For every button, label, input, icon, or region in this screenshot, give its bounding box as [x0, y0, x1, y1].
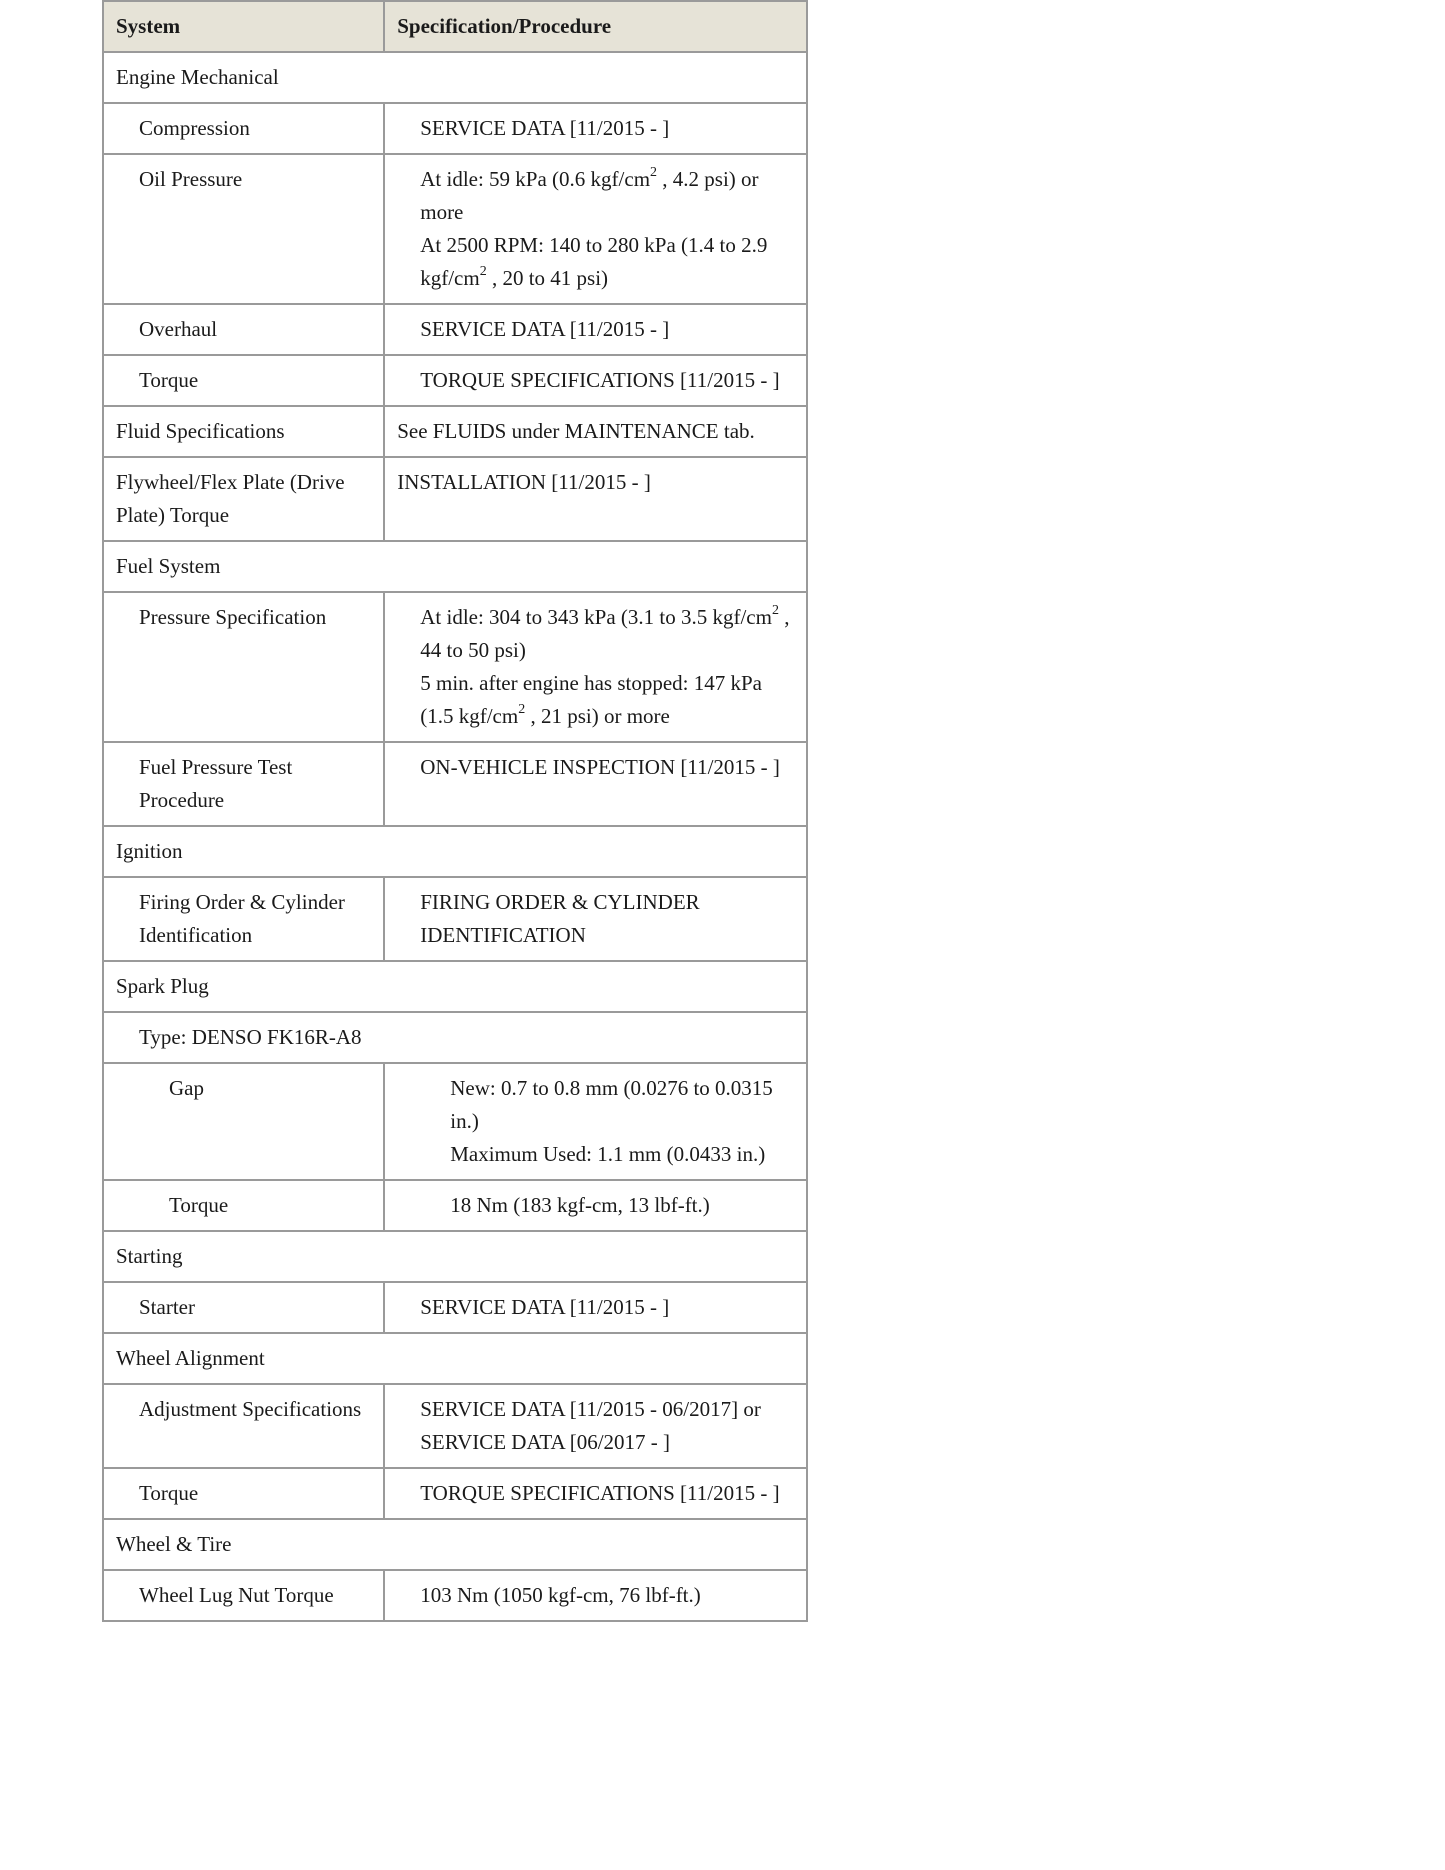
header-spec: Specification/Procedure: [384, 1, 807, 52]
oil-rpm-text-end: , 20 to 41 psi): [486, 266, 609, 290]
row-value-pressure-spec: [384, 592, 807, 742]
row-label-lug-nut: Wheel Lug Nut Torque: [103, 1570, 384, 1621]
row-value-flywheel: INSTALLATION [11/2015 - ]: [384, 457, 807, 541]
section-row: [103, 1519, 807, 1570]
row-label-starter: Starter: [103, 1282, 384, 1333]
row-label-pressure-spec: Pressure Specification: [103, 592, 384, 742]
section-row: [103, 1333, 807, 1384]
row-value-gap: [384, 1063, 807, 1180]
fuel-idle-text: At idle: 304 to 343 kPa (3.1 to 3.5 kgf/cm: [420, 605, 772, 629]
section-row: [103, 826, 807, 877]
row-value-compression: SERVICE DATA [11/2015 - ]: [384, 103, 807, 154]
table-row: [103, 304, 807, 355]
table-row: [103, 103, 807, 154]
row-label-adjustment: Adjustment Specifications: [103, 1384, 384, 1468]
row-value-torque-wheel: TORQUE SPECIFICATIONS [11/2015 - ]: [384, 1468, 807, 1519]
fuel-stop-text: 5 min. after engine has stopped: 147 kPa (1.5 kgf/cm: [420, 671, 762, 728]
section-row: [103, 1231, 807, 1282]
row-label-fuel-test: Fuel Pressure Test Procedure: [103, 742, 384, 826]
section-starting: Starting: [103, 1231, 807, 1282]
row-value-fuel-test: ON-VEHICLE INSPECTION [11/2015 - ]: [384, 742, 807, 826]
row-label-fluid-specs: Fluid Specifications: [103, 406, 384, 457]
table-row: [103, 592, 807, 742]
row-value-oil-pressure: [384, 154, 807, 304]
section-row: [103, 961, 807, 1012]
section-spark-plug: Spark Plug: [103, 961, 807, 1012]
row-label-torque-engine: Torque: [103, 355, 384, 406]
section-fuel-system: Fuel System: [103, 541, 807, 592]
row-value-starter: SERVICE DATA [11/2015 - ]: [384, 1282, 807, 1333]
fuel-idle-sup: 2: [771, 603, 779, 618]
table-row: [103, 1468, 807, 1519]
section-engine-mechanical: Engine Mechanical: [103, 52, 807, 103]
row-label-flywheel: Flywheel/Flex Plate (Drive Plate) Torque: [103, 457, 384, 541]
fuel-pressure-stopped: [420, 667, 794, 733]
row-value-overhaul: SERVICE DATA [11/2015 - ]: [384, 304, 807, 355]
row-label-torque-wheel: Torque: [103, 1468, 384, 1519]
section-ignition: Ignition: [103, 826, 807, 877]
row-value-torque-spark: 18 Nm (183 kgf-cm, 13 lbf-ft.): [384, 1180, 807, 1231]
fuel-stop-sup: 2: [518, 702, 526, 717]
section-wheel-tire: Wheel & Tire: [103, 1519, 807, 1570]
section-row: [103, 541, 807, 592]
gap-max: Maximum Used: 1.1 mm (0.0433 in.): [450, 1142, 766, 1166]
table-row: [103, 1570, 807, 1621]
oil-rpm-sup: 2: [479, 264, 487, 279]
row-label-oil-pressure: Oil Pressure: [103, 154, 384, 304]
spec-table: [102, 0, 808, 1622]
spec-table-container: [102, 0, 808, 1622]
oil-idle-sup: 2: [650, 165, 658, 180]
table-row: [103, 877, 807, 961]
row-label-gap: Gap: [103, 1063, 384, 1180]
row-value-lug-nut: 103 Nm (1050 kgf-cm, 76 lbf-ft.): [384, 1570, 807, 1621]
row-value-firing-order: FIRING ORDER & CYLINDER IDENTIFICATION: [384, 877, 807, 961]
row-value-torque-engine: TORQUE SPECIFICATIONS [11/2015 - ]: [384, 355, 807, 406]
section-row: [103, 52, 807, 103]
row-value-adjustment: SERVICE DATA [11/2015 - 06/2017] or SERVICE DATA [06/2017 - ]: [384, 1384, 807, 1468]
fuel-idle-text-end: , 44 to 50 psi): [420, 605, 790, 662]
row-value-fluid-specs: See FLUIDS under MAINTENANCE tab.: [384, 406, 807, 457]
oil-pressure-idle: [420, 163, 794, 229]
table-row: [103, 1180, 807, 1231]
row-label-firing-order: Firing Order & Cylinder Identification: [103, 877, 384, 961]
table-row: [103, 457, 807, 541]
oil-idle-text-end: , 4.2 psi) or more: [420, 167, 759, 224]
fuel-stop-text-end: , 21 psi) or more: [525, 704, 670, 728]
table-row: [103, 1282, 807, 1333]
oil-rpm-text: At 2500 RPM: 140 to 280 kPa (1.4 to 2.9 kgf/cm: [420, 233, 768, 290]
gap-new: New: 0.7 to 0.8 mm (0.0276 to 0.0315 in.): [450, 1076, 773, 1133]
row-label-torque-spark: Torque: [103, 1180, 384, 1231]
oil-idle-text: At idle: 59 kPa (0.6 kgf/cm: [420, 167, 651, 191]
table-row: [103, 406, 807, 457]
table-row: [103, 355, 807, 406]
header-row: [103, 1, 807, 52]
spark-plug-type: Type: DENSO FK16R-A8: [103, 1012, 807, 1063]
table-row: [103, 1384, 807, 1468]
fuel-pressure-idle: [420, 601, 794, 667]
row-label-compression: Compression: [103, 103, 384, 154]
section-wheel-alignment: Wheel Alignment: [103, 1333, 807, 1384]
subsection-row: [103, 1012, 807, 1063]
table-row: [103, 154, 807, 304]
header-system: System: [103, 1, 384, 52]
table-row: [103, 742, 807, 826]
row-label-overhaul: Overhaul: [103, 304, 384, 355]
oil-pressure-rpm: [420, 229, 794, 295]
table-row: [103, 1063, 807, 1180]
